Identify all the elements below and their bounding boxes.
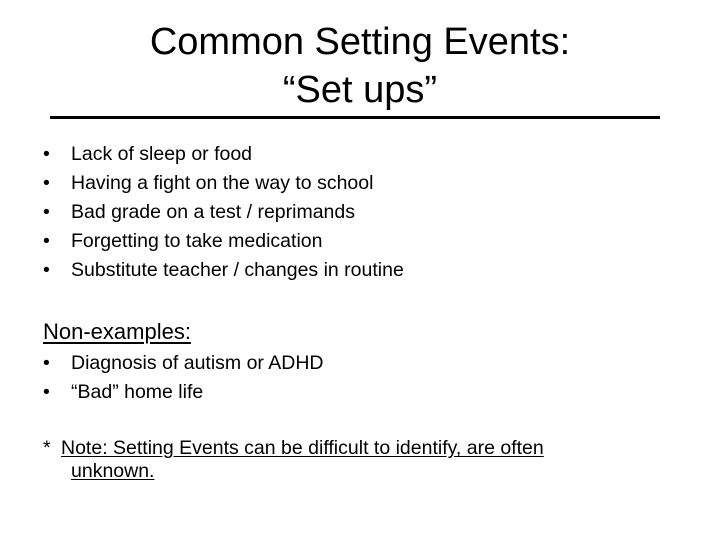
bullet-icon: • bbox=[43, 259, 50, 281]
bullet-icon: • bbox=[43, 143, 50, 165]
bullet-icon: • bbox=[43, 381, 50, 403]
title-underline-rule bbox=[50, 116, 660, 119]
asterisk-icon: * bbox=[43, 437, 51, 459]
list-item-text: “Bad” home life bbox=[71, 381, 204, 403]
bullet-icon: • bbox=[43, 201, 50, 223]
non-examples-list bbox=[43, 349, 324, 407]
list-item-text: Substitute teacher / changes in routine bbox=[71, 259, 404, 281]
list-item bbox=[43, 227, 404, 256]
non-examples-heading: Non-examples: bbox=[43, 319, 191, 344]
bullet-icon: • bbox=[43, 352, 50, 374]
list-item-text: Bad grade on a test / reprimands bbox=[71, 201, 355, 223]
list-item bbox=[43, 378, 324, 407]
footnote bbox=[43, 437, 663, 483]
list-item-text: Forgetting to take medication bbox=[71, 230, 323, 252]
list-item bbox=[43, 169, 404, 198]
list-item bbox=[43, 140, 404, 169]
list-item bbox=[43, 349, 324, 378]
list-item-text: Having a fight on the way to school bbox=[71, 172, 374, 194]
list-item-text: Diagnosis of autism or ADHD bbox=[71, 352, 324, 374]
footnote-text bbox=[61, 437, 663, 483]
list-item-text: Lack of sleep or food bbox=[71, 143, 253, 165]
footnote-line-2: unknown. bbox=[71, 460, 155, 482]
slide-title-line-1: Common Setting Events: bbox=[149, 21, 571, 63]
slide-title-line-2: “Set ups” bbox=[282, 69, 438, 111]
list-item bbox=[43, 256, 404, 285]
bullet-icon: • bbox=[43, 172, 50, 194]
bullet-icon: • bbox=[43, 230, 50, 252]
setting-events-list bbox=[43, 140, 404, 285]
footnote-line-1: Note: Setting Events can be difficult to identify, are often bbox=[61, 437, 544, 459]
slide-title bbox=[0, 18, 720, 114]
list-item bbox=[43, 198, 404, 227]
